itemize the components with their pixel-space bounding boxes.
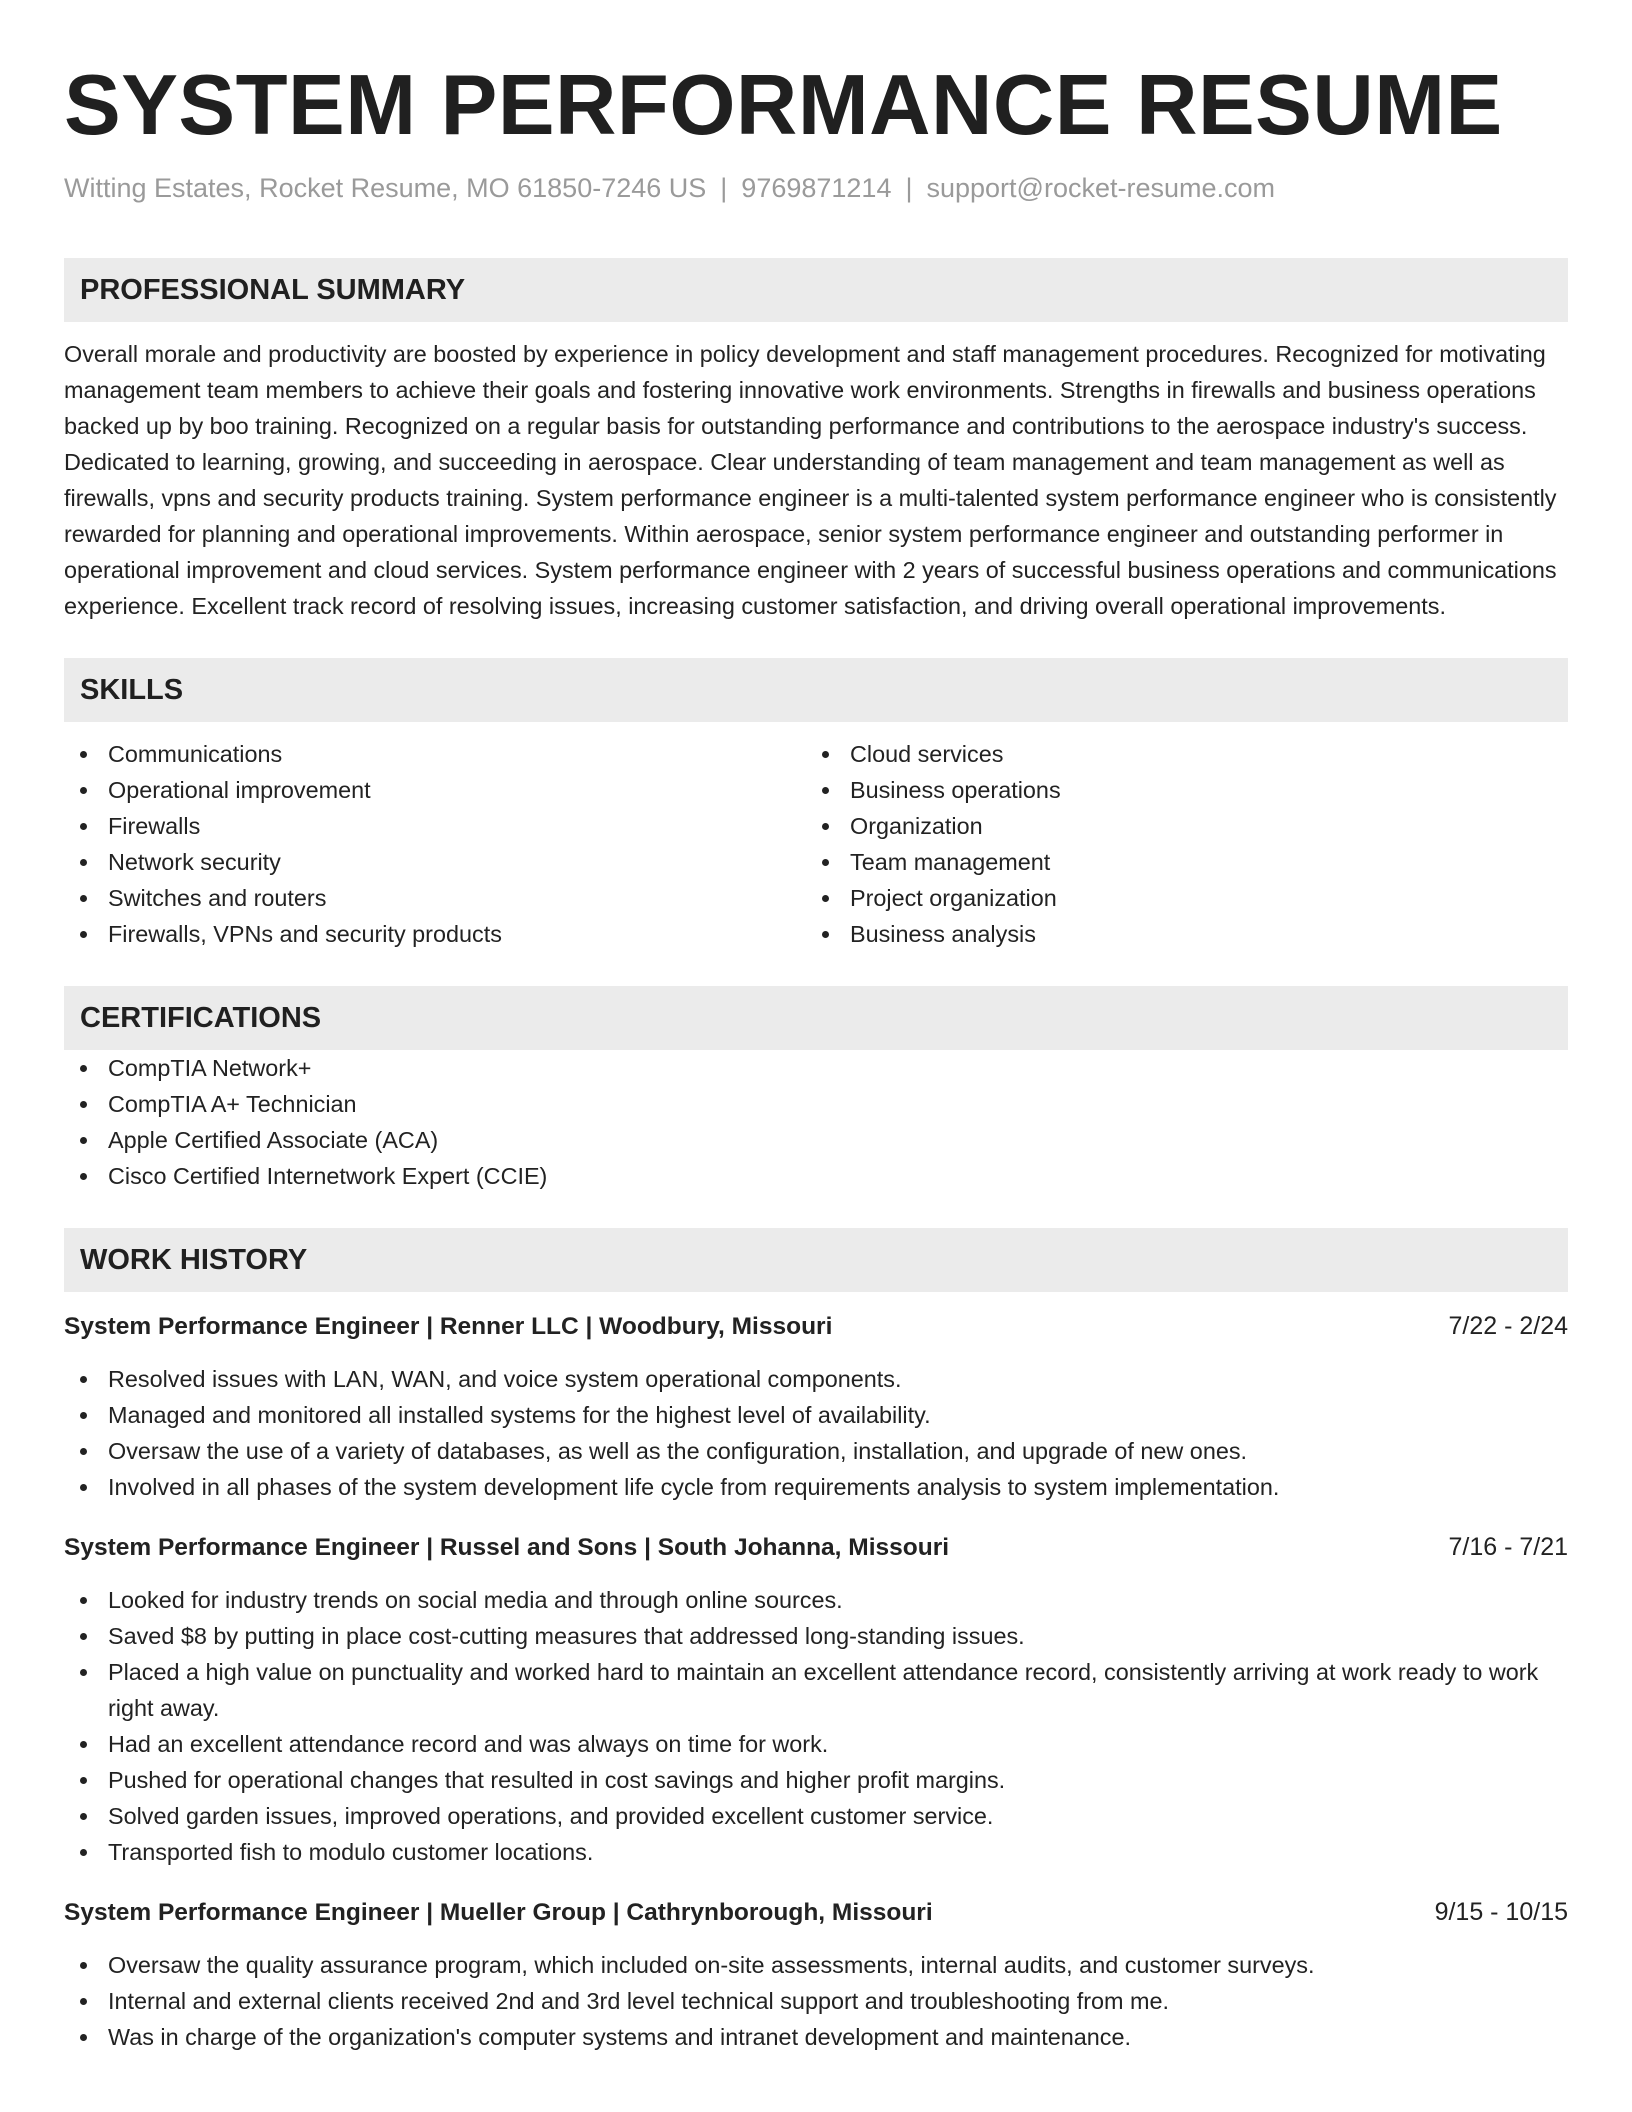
certification-item: CompTIA Network+: [64, 1050, 1568, 1086]
contact-separator: |: [720, 173, 728, 203]
job-entry: [64, 1308, 1568, 1505]
job-bullet: Resolved issues with LAN, WAN, and voice system operational components.: [64, 1361, 1568, 1397]
job-bullet: Had an excellent attendance record and was always on time for work.: [64, 1726, 1568, 1762]
skill-item: Business operations: [806, 772, 1548, 808]
section-header-work-history: WORK HISTORY: [64, 1228, 1568, 1292]
resume-title: SYSTEM PERFORMANCE RESUME: [64, 58, 1503, 153]
skill-item: Project organization: [806, 880, 1548, 916]
section-header-summary: PROFESSIONAL SUMMARY: [64, 258, 1568, 322]
job-bullet: Was in charge of the organization's computer systems and intranet development and maintenance.: [64, 2019, 1568, 2055]
job-bullets: [64, 1947, 1568, 2055]
job-bullet: Involved in all phases of the system development life cycle from requirements analysis to system implementation.: [64, 1469, 1568, 1505]
contact-phone: 9769871214: [741, 173, 892, 203]
job-bullets: [64, 1361, 1568, 1505]
job-entry: [64, 1894, 1568, 2055]
job-bullet: Placed a high value on punctuality and worked hard to maintain an excellent attendance record, consistently arriving at work ready to work right away.: [64, 1654, 1568, 1726]
certification-item: CompTIA A+ Technician: [64, 1086, 1568, 1122]
job-dates: 7/22 - 2/24: [1448, 1312, 1568, 1340]
section-header-certifications: CERTIFICATIONS: [64, 986, 1568, 1050]
skills-column-left: [64, 736, 806, 952]
certifications-list: [64, 1050, 1568, 1194]
job-bullet: Pushed for operational changes that resulted in cost savings and higher profit margins.: [64, 1762, 1568, 1798]
skill-item: Business analysis: [806, 916, 1548, 952]
job-bullet: Managed and monitored all installed systems for the highest level of availability.: [64, 1397, 1568, 1433]
skill-item: Team management: [806, 844, 1548, 880]
contact-line: [64, 170, 1568, 206]
contact-address: Witting Estates, Rocket Resume, MO 61850-7246 US: [64, 173, 707, 203]
job-bullet: Internal and external clients received 2nd and 3rd level technical support and troubleshooting from me.: [64, 1983, 1568, 2019]
skill-item: Cloud services: [806, 736, 1548, 772]
job-header: [64, 1308, 1568, 1345]
section-header-skills: SKILLS: [64, 658, 1568, 722]
job-header: [64, 1894, 1568, 1931]
skills-grid: [64, 736, 1568, 952]
job-title: System Performance Engineer | Mueller Group | Cathrynborough, Missouri: [64, 1899, 933, 1926]
job-entry: [64, 1529, 1568, 1870]
job-bullet: Oversaw the quality assurance program, which included on-site assessments, internal audits, and customer surveys.: [64, 1947, 1568, 1983]
job-dates: 9/15 - 10/15: [1434, 1898, 1568, 1926]
skills-column-right: [806, 736, 1548, 952]
skill-item: Firewalls: [64, 808, 806, 844]
skill-item: Switches and routers: [64, 880, 806, 916]
job-bullet: Saved $8 by putting in place cost-cutting measures that addressed long-standing issues.: [64, 1618, 1568, 1654]
skill-item: Firewalls, VPNs and security products: [64, 916, 806, 952]
skill-item: Network security: [64, 844, 806, 880]
skill-item: Organization: [806, 808, 1548, 844]
certification-item: Apple Certified Associate (ACA): [64, 1122, 1568, 1158]
skill-item: Operational improvement: [64, 772, 806, 808]
job-bullets: [64, 1582, 1568, 1870]
job-bullet: Oversaw the use of a variety of databases, as well as the configuration, installation, and upgrade of new ones.: [64, 1433, 1568, 1469]
certification-item: Cisco Certified Internetwork Expert (CCIE): [64, 1158, 1568, 1194]
job-title: System Performance Engineer | Renner LLC | Woodbury, Missouri: [64, 1313, 833, 1340]
job-bullet: Solved garden issues, improved operations, and provided excellent customer service.: [64, 1798, 1568, 1834]
job-title: System Performance Engineer | Russel and Sons | South Johanna, Missouri: [64, 1534, 950, 1561]
summary-text: Overall morale and productivity are boosted by experience in policy development and staff management procedures. Recognized for motivating management team members to achieve their goals and fostering innovative work environments. Strengths in firewalls and business operations backed up by boo training. Recognized on a regular basis for outstanding performance and contributions to the aerospace industry's success. Dedicated to learning, growing, and succeeding in aerospace. Clear understanding of team management and team management as well as firewalls, vpns and security products training. System performance engineer is a multi-talented system performance engineer who is consistently rewarded for planning and operational improvements. Within aerospace, senior system performance engineer and outstanding performer in operational improvement and cloud services. System performance engineer with 2 years of successful business operations and communications experience. Excellent track record of resolving issues, increasing customer satisfaction, and driving overall operational improvements.: [64, 341, 1557, 619]
job-bullet: Looked for industry trends on social media and through online sources.: [64, 1582, 1568, 1618]
contact-email: support@rocket-resume.com: [926, 173, 1276, 203]
job-bullet: Transported fish to modulo customer locations.: [64, 1834, 1568, 1870]
job-header: [64, 1529, 1568, 1566]
skill-item: Communications: [64, 736, 806, 772]
job-dates: 7/16 - 7/21: [1448, 1533, 1568, 1561]
contact-separator: |: [905, 173, 913, 203]
